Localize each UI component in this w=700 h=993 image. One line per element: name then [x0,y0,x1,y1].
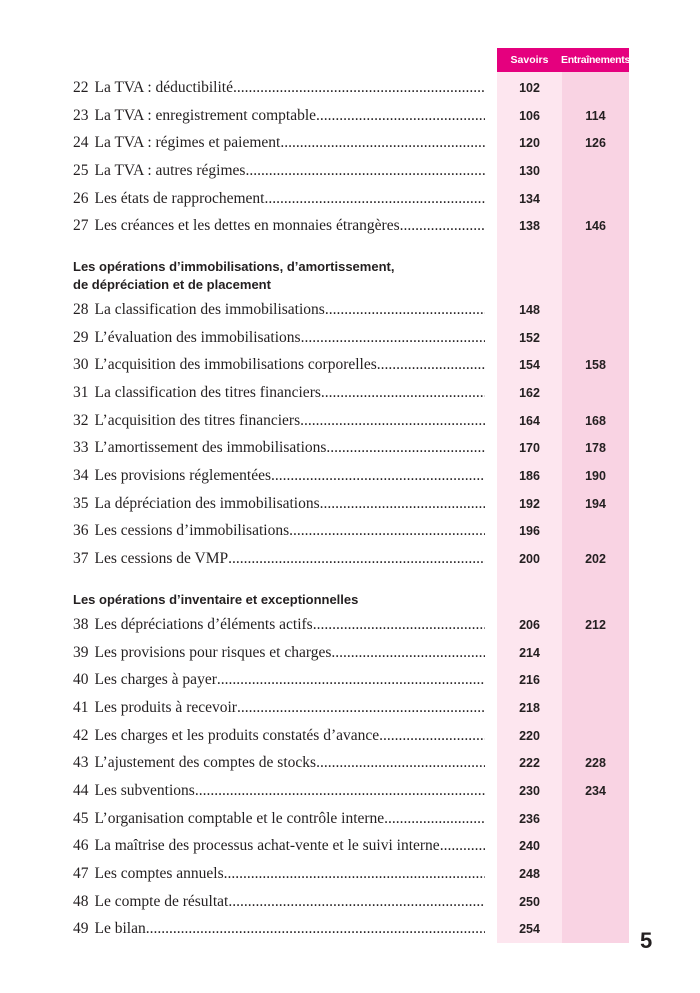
toc-entry [73,129,629,157]
entry-text [73,865,485,883]
toc-entry [73,157,629,185]
chapter-title: L’acquisition des titres financiers [94,411,301,429]
entry-text [73,79,485,97]
savoirs-page: 134 [519,191,540,206]
entrainements-page: 202 [585,552,606,567]
chapter-number: 38 [73,615,89,633]
savoirs-page: 230 [519,783,540,798]
chapter-number: 26 [73,189,89,207]
savoirs-page: 216 [519,673,540,688]
savoirs-page: 218 [519,700,540,715]
chapter-title: La maîtrise des processus achat-vente et le suivi interne [94,837,440,855]
leader-dots [301,329,485,347]
chapter-title: La TVA : enregistrement comptable [94,106,317,124]
leader-dots [316,107,485,125]
entry-text [73,727,485,745]
chapter-title: Les provisions réglementées [94,467,271,485]
chapter-number: 43 [73,754,89,772]
toc-entry [73,888,629,916]
leader-dots [146,920,485,938]
toc-entry [73,611,629,639]
entrainements-header: Entraînements [560,54,631,66]
entrainements-page: 114 [585,108,606,123]
chapter-number: 39 [73,643,89,661]
chapter-title: La TVA : régimes et paiement [94,134,281,152]
entry-text [73,190,485,208]
chapter-number: 37 [73,550,89,568]
chapter-number: 41 [73,698,89,716]
entry-text [73,329,485,347]
leader-dots [440,837,485,855]
leader-dots [400,217,485,235]
chapter-number: 27 [73,217,89,235]
leader-dots [326,439,485,457]
chapter-title: Les charges et les produits constatés d’avance [94,726,380,744]
entry-text [73,356,485,374]
chapter-number: 35 [73,494,89,512]
savoirs-page: 222 [519,756,540,771]
chapter-number: 30 [73,356,89,374]
entry-text [73,644,485,662]
savoirs-page: 130 [519,163,540,178]
chapter-title: Les produits à recevoir [94,698,237,716]
savoirs-page: 186 [519,469,540,484]
entrainements-page: 194 [585,496,606,511]
entry-text [73,134,485,152]
page-number: 5 [640,928,653,953]
entry-text [73,495,485,513]
chapter-number: 31 [73,384,89,402]
chapter-number: 47 [73,865,89,883]
toc-entry [73,805,629,833]
section-heading-line: Les opérations d’immobilisations, d’amortissement, [73,259,395,275]
leader-dots [228,550,485,568]
chapter-number: 46 [73,837,89,855]
chapter-title: La classification des titres financiers [94,384,321,402]
toc-entry [73,490,629,518]
chapter-number: 29 [73,328,89,346]
toc-entry [73,722,629,750]
entry-text [73,522,485,540]
savoirs-page: 206 [519,617,540,632]
leader-dots [271,467,485,485]
chapter-number: 34 [73,467,89,485]
toc-entry [73,212,629,240]
toc-entry [73,639,629,667]
chapter-number: 23 [73,106,89,124]
entrainements-page: 228 [585,756,606,771]
savoirs-page: 138 [519,219,540,234]
toc-entry [73,749,629,777]
chapter-title: L’ajustement des comptes de stocks [94,754,317,772]
chapter-title: Les cessions de VMP [94,550,229,568]
entry-text [73,301,485,319]
entry-text [73,920,485,938]
savoirs-page: 102 [519,80,540,95]
leader-dots [237,699,485,717]
chapter-title: Les dépréciations d’éléments actifs [94,615,313,633]
savoirs-page: 250 [519,894,540,909]
leader-dots [384,810,485,828]
toc-entry [73,352,629,380]
chapter-number: 24 [73,134,89,152]
chapter-number: 32 [73,411,89,429]
entry-text [73,837,485,855]
chapter-number: 25 [73,161,89,179]
section-heading [73,240,629,296]
savoirs-page: 200 [519,552,540,567]
chapter-title: La classification des immobilisations [94,300,325,318]
leader-dots [233,79,485,97]
toc-entry [73,518,629,546]
savoirs-page: 152 [519,330,540,345]
entrainements-page: 190 [585,469,606,484]
leader-dots [321,384,485,402]
entrainements-page: 158 [585,358,606,373]
leader-dots [313,616,485,634]
section-heading-line: Les opérations d’inventaire et exceptionnelles [73,592,359,607]
toc-entry [73,545,629,573]
toc-entry [73,379,629,407]
chapter-title: La TVA : autres régimes [94,161,246,179]
leader-dots [300,412,485,430]
chapter-title: Les comptes annuels [94,865,224,883]
savoirs-page: 106 [519,108,540,123]
entry-text [73,893,485,911]
chapter-title: Les provisions pour risques et charges [94,643,332,661]
chapter-title: La TVA : déductibilité [94,78,233,96]
entry-text [73,782,485,800]
savoirs-page: 120 [519,136,540,151]
savoirs-page: 196 [519,524,540,539]
entry-text [73,699,485,717]
chapter-title: Les subventions [94,781,195,799]
leader-dots [228,893,485,911]
leader-dots [195,782,485,800]
entry-text [73,412,485,430]
chapter-title: Les créances et les dettes en monnaies étrangères [94,217,400,235]
chapter-number: 45 [73,809,89,827]
chapter-title: L’organisation comptable et le contrôle interne [94,809,385,827]
chapter-number: 42 [73,726,89,744]
toc-entry [73,777,629,805]
entry-text [73,754,485,772]
chapter-title: Le bilan [94,920,146,938]
column-header [497,48,629,72]
entrainements-page: 146 [585,219,606,234]
chapter-title: Les cessions d’immobilisations [94,522,290,540]
savoirs-page: 240 [519,839,540,854]
section-heading [73,573,629,611]
entrainements-page: 126 [585,136,606,151]
section-heading-line: de dépréciation et de placement [73,277,271,293]
savoirs-page: 220 [519,728,540,743]
toc-entry [73,916,629,944]
entrainements-page: 168 [585,413,606,428]
entrainements-page: 212 [585,617,606,632]
chapter-number: 40 [73,671,89,689]
chapter-number: 49 [73,920,89,938]
entry-text [73,810,485,828]
chapter-number: 28 [73,300,89,318]
chapter-title: L’acquisition des immobilisations corporelles [94,356,377,374]
toc-entry [73,102,629,130]
entry-text [73,384,485,402]
chapter-title: L’amortissement des immobilisations [94,439,327,457]
leader-dots [265,190,486,208]
savoirs-page: 164 [519,413,540,428]
leader-dots [245,162,485,180]
entry-text [73,217,485,235]
savoirs-page: 162 [519,386,540,401]
chapter-title: Le compte de résultat [94,892,229,910]
toc-entry [73,860,629,888]
savoirs-page: 170 [519,441,540,456]
savoirs-page: 236 [519,811,540,826]
leader-dots [217,671,485,689]
toc-entry [73,833,629,861]
entry-text [73,162,485,180]
leader-dots [320,495,485,513]
savoirs-page: 248 [519,867,540,882]
chapter-title: Les charges à payer [94,671,217,689]
savoirs-page: 214 [519,645,540,660]
toc-entry [73,296,629,324]
savoirs-page: 254 [519,922,540,937]
leader-dots [379,727,485,745]
savoirs-page: 154 [519,358,540,373]
chapter-title: La dépréciation des immobilisations [94,494,320,512]
entry-text [73,467,485,485]
chapter-number: 33 [73,439,89,457]
leader-dots [289,522,485,540]
entry-text [73,671,485,689]
entry-text [73,616,485,634]
chapter-number: 44 [73,781,89,799]
savoirs-page: 148 [519,302,540,317]
savoirs-header: Savoirs [510,54,549,66]
toc-entry [73,694,629,722]
leader-dots [325,301,485,319]
toc-entry [73,185,629,213]
leader-dots [224,865,485,883]
leader-dots [331,644,485,662]
leader-dots [316,754,485,772]
leader-dots [280,134,485,152]
chapter-number: 36 [73,522,89,540]
toc-entry [73,407,629,435]
entry-text [73,439,485,457]
table-of-contents [73,74,629,943]
entrainements-page: 234 [585,783,606,798]
toc-entry [73,74,629,102]
chapter-number: 22 [73,78,89,96]
entrainements-page: 178 [585,441,606,456]
toc-entry [73,435,629,463]
leader-dots [377,356,485,374]
toc-entry [73,462,629,490]
entry-text [73,107,485,125]
toc-entry [73,666,629,694]
chapter-number: 48 [73,892,89,910]
chapter-title: Les états de rapprochement [94,189,265,207]
savoirs-page: 192 [519,496,540,511]
toc-entry [73,324,629,352]
entry-text [73,550,485,568]
chapter-title: L’évaluation des immobilisations [94,328,301,346]
